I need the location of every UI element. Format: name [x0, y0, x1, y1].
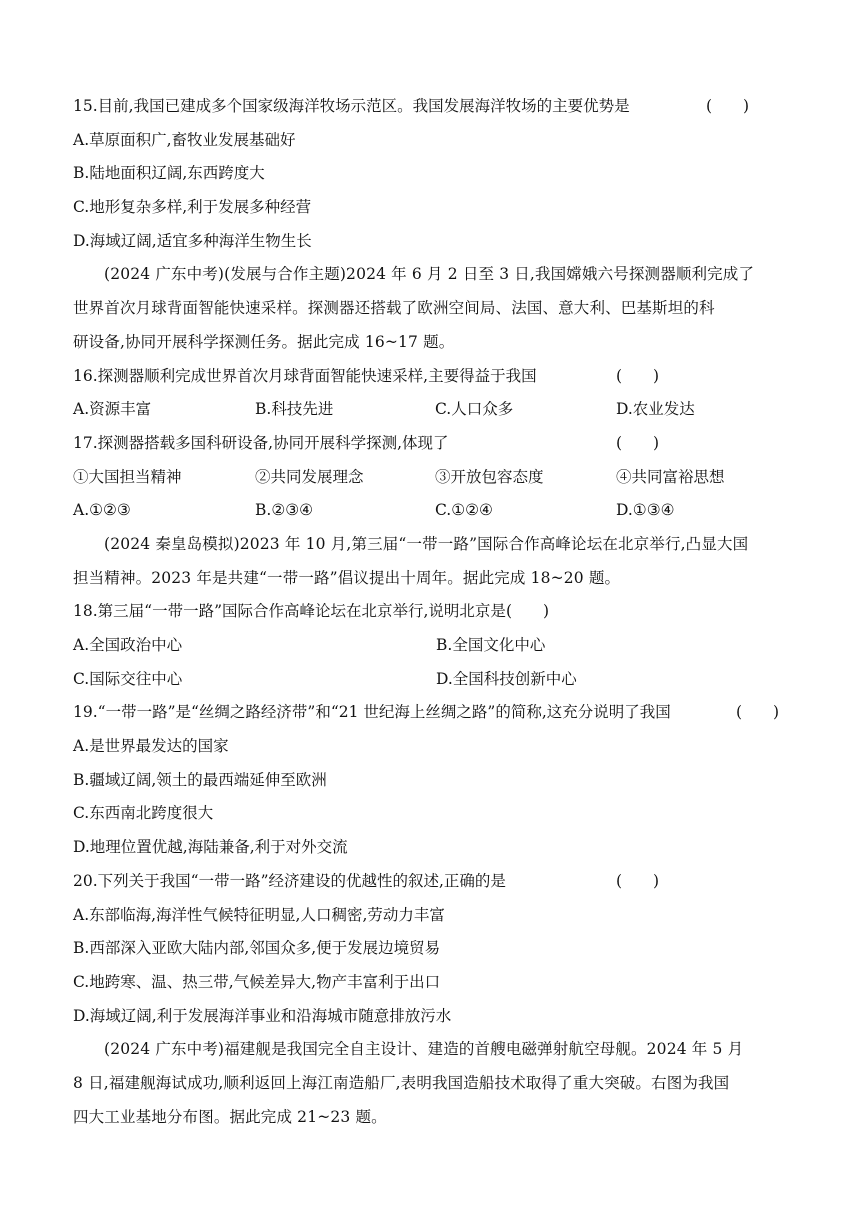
question-16-text: 16.探测器顺利完成世界首次月球背面智能快速采样,主要得益于我国 — [73, 366, 537, 385]
answer-paren: ( ) — [505, 602, 550, 621]
question-19-text: 19.“一带一路”是“丝绸之路经济带”和“21 世纪海上丝绸之路”的简称,这充分说明了我国 — [73, 703, 671, 722]
question-17-items — [73, 461, 791, 495]
question-17-options — [73, 494, 791, 528]
option-a: A.草原面积广,畜牧业发展基础好 — [73, 130, 296, 149]
option-b: B.陆地面积辽阔,东西跨度大 — [73, 164, 265, 183]
passage-1-line-2: 世界首次月球背面智能快速采样。探测器还搭载了欧洲空间局、法国、意大利、巴基斯坦的科 — [73, 299, 715, 318]
option-b: B.全国文化中心 — [436, 636, 546, 654]
option-c: C.地形复杂多样,利于发展多种经营 — [73, 198, 312, 217]
option-d: D.地理位置优越,海陆兼备,利于对外交流 — [73, 838, 348, 857]
option-a: A.东部临海,海洋性气候特征明显,人口稠密,劳动力丰富 — [73, 905, 445, 924]
exam-page — [73, 90, 791, 1134]
option-c: C.人口众多 — [435, 400, 514, 419]
question-20-stem — [73, 865, 791, 899]
option-d: D.海域辽阔,适宜多种海洋生物生长 — [73, 231, 312, 250]
question-20-text: 20.下列关于我国“一带一路”经济建设的优越性的叙述,正确的是 — [73, 871, 506, 890]
statement-3: ③开放包容态度 — [435, 467, 544, 486]
answer-paren: ( ) — [616, 366, 660, 385]
question-16-stem — [73, 360, 791, 394]
question-17-stem — [73, 427, 791, 461]
option-b: B.科技先进 — [255, 400, 334, 419]
question-15-stem — [73, 90, 791, 124]
option-b: B.②③④ — [255, 501, 314, 520]
option-d: D.全国科技创新中心 — [436, 669, 577, 688]
option-d: D.农业发达 — [616, 400, 695, 419]
question-17-text: 17.探测器搭载多国科研设备,协同开展科学探测,体现了 — [73, 433, 449, 452]
answer-paren: ( ) — [616, 871, 660, 890]
passage-1-line-1: (2024 广东中考)(发展与合作主题)2024 年 6 月 2 日至 3 日,我国嫦娥六号探测器顺利完成了 — [104, 265, 755, 284]
passage-3-line-2: 8 日,福建舰海试成功,顺利返回上海江南造船厂,表明我国造船技术取得了重大突破。右图为我国 — [73, 1073, 730, 1092]
option-a: A.是世界最发达的国家 — [73, 737, 229, 756]
question-19-stem — [73, 696, 791, 730]
question-18-options-row-2 — [73, 663, 791, 697]
question-18-stem — [73, 595, 791, 629]
option-d: D.①③④ — [616, 501, 675, 520]
option-b: B.西部深入亚欧大陆内部,邻国众多,便于发展边境贸易 — [73, 939, 441, 958]
question-15-text: 15.目前,我国已建成多个国家级海洋牧场示范区。我国发展海洋牧场的主要优势是 — [73, 97, 630, 115]
question-18-options-row-1 — [73, 629, 791, 663]
option-a: A.①②③ — [73, 501, 131, 520]
passage-3-line-1: (2024 广东中考)福建舰是我国完全自主设计、建造的首艘电磁弹射航空母舰。2024 年 5 月 — [104, 1040, 744, 1059]
passage-2-line-1: (2024 秦皇岛模拟)2023 年 10 月,第三届“一带一路”国际合作高峰论坛在北京举行,凸显大国 — [104, 534, 749, 553]
option-c: C.①②④ — [435, 501, 493, 520]
statement-2: ②共同发展理念 — [255, 467, 364, 486]
option-b: B.疆域辽阔,领土的最西端延伸至欧洲 — [73, 770, 327, 789]
question-18-text: 18.第三届“一带一路”国际合作高峰论坛在北京举行,说明北京是 — [73, 602, 506, 621]
option-d: D.海域辽阔,利于发展海洋事业和沿海城市随意排放污水 — [73, 1006, 452, 1025]
statement-4: ④共同富裕思想 — [616, 467, 725, 486]
option-c: C.国际交往中心 — [73, 669, 183, 688]
passage-1-line-3: 研设备,协同开展科学探测任务。据此完成 16~17 题。 — [73, 332, 455, 351]
answer-paren: ( ) — [616, 433, 660, 452]
option-a: A.全国政治中心 — [73, 636, 183, 654]
option-a: A.资源丰富 — [73, 400, 152, 419]
question-16-options — [73, 393, 791, 427]
option-c: C.东西南北跨度很大 — [73, 804, 214, 823]
answer-paren: ( ) — [736, 703, 780, 722]
passage-3-line-3: 四大工业基地分布图。据此完成 21~23 题。 — [73, 1107, 387, 1126]
passage-2-line-2: 担当精神。2023 年是共建“一带一路”倡议提出十周年。据此完成 18~20 题。 — [73, 568, 621, 587]
option-c: C.地跨寒、温、热三带,气候差异大,物产丰富利于出口 — [73, 972, 441, 991]
answer-paren: ( ) — [706, 97, 750, 115]
statement-1: ①大国担当精神 — [73, 467, 182, 486]
